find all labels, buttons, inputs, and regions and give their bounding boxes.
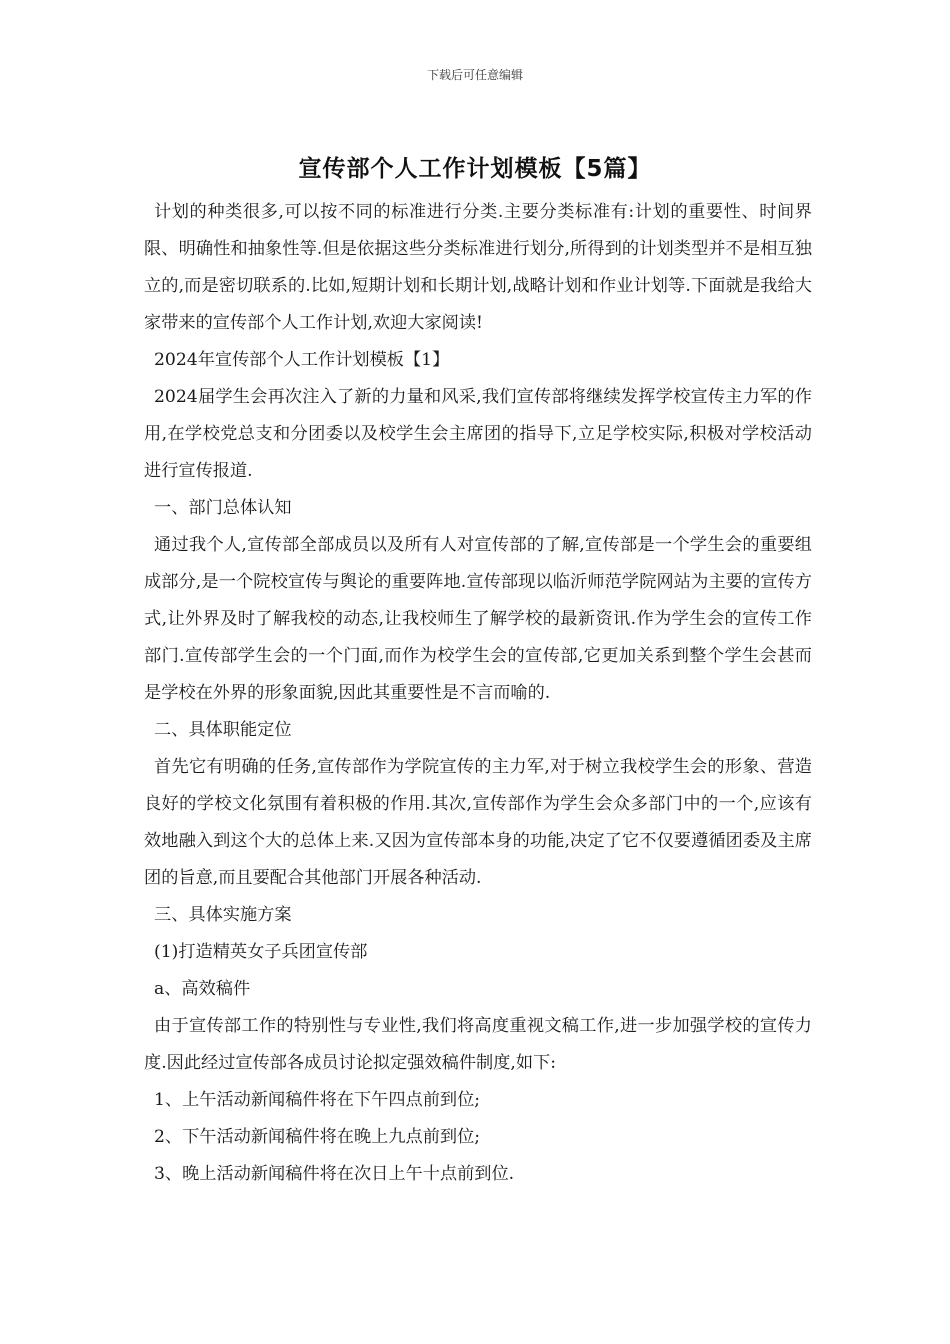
list-item: 1、上午活动新闻稿件将在下午四点前到位; [154,1090,481,1110]
list-item: 2、下午活动新闻稿件将在晚上九点前到位; [154,1127,481,1147]
body-paragraph: 首先它有明确的任务,宣传部作为学院宣传的主力军,对于树立我校学生会的形象、营造良好的学校文化氛围有着积极的作用.其次,宣传部作为学生会众多部门中的一个,应该有效地融入到这个大的总体上来.又因为宣传部本身的功能,决定了它不仅要遵循团委及主席团的旨意,而且要配合其他部门开展各种活动. [144,757,812,888]
list-item: 3、晚上活动新闻稿件将在次日上午十点前到位. [154,1164,515,1184]
body-paragraph: 由于宣传部工作的特别性与专业性,我们将高度重视文稿工作,进一步加强学校的宣传力度.因此经过宣传部各成员讨论拟定强效稿件制度,如下: [144,1016,812,1073]
section-heading: 一、部门总体认知 [154,498,292,518]
document-title: 宣传部个人工作计划模板【5篇】 [298,156,652,182]
section-heading: 三、具体实施方案 [154,905,292,925]
body-paragraph: 2024届学生会再次注入了新的力量和风采,我们宣传部将继续发挥学校宣传主力军的作用,在学校党总支和分团委以及校学生会主席团的指导下,立足学校实际,积极对学校活动进行宣传报道. [144,387,812,481]
intro-paragraph: 计划的种类很多,可以按不同的标准进行分类.主要分类标准有:计划的重要性、时间界限、明确性和抽象性等.但是依据这些分类标准进行划分,所得到的计划类型并不是相互独立的,而是密切联系的.比如,短期计划和长期计划,战略计划和作业计划等.下面就是我给大家带来的宣传部个人工作计划,欢迎大家阅读! [144,202,812,333]
document-body [144,194,812,1193]
section-heading-template-1: 2024年宣传部个人工作计划模板【1】 [154,350,450,370]
section-heading: 二、具体职能定位 [154,720,292,740]
page-header-note: 下载后可任意编辑 [426,68,523,82]
body-paragraph: 通过我个人,宣传部全部成员以及所有人对宣传部的了解,宣传部是一个学生会的重要组成部分,是一个院校宣传与舆论的重要阵地.宣传部现以临沂师范学院网站为主要的宣传方式,让外界及时了解我校的动态,让我校师生了解学校的最新资讯.作为学生会的宣传工作部门.宣传部学生会的一个门面,而作为校学生会的宣传部,它更加关系到整个学生会甚而是学校在外界的形象面貌,因此其重要性是不言而喻的. [144,535,812,703]
subsection-heading: (1)打造精英女子兵团宣传部 [154,942,368,962]
subsection-heading: a、高效稿件 [154,979,251,999]
